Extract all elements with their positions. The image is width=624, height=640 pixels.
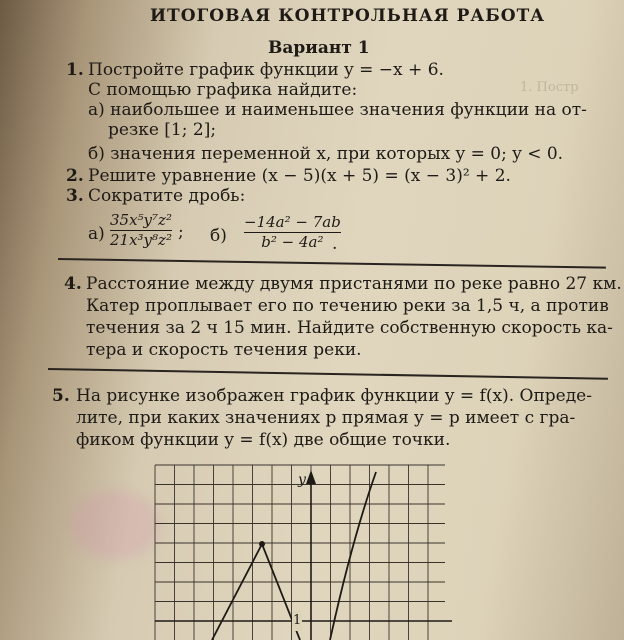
task-3-number: 3.: [66, 186, 84, 206]
task-5-line-1: На рисунке изображен график функции y = f(x). Опреде-: [76, 386, 592, 406]
page-title: ИТОГОВАЯ КОНТРОЛЬНАЯ РАБОТА: [150, 6, 546, 26]
fraction-a-numerator: 35x⁵y⁷z²: [110, 211, 172, 229]
task-5-line-3: фиком функции y = f(x) две общие точки.: [76, 430, 451, 450]
task-4-line-2: Катер проплывает его по течению реки за 1,5 ч, а против: [86, 296, 609, 316]
task-3-part-b-label: б): [210, 226, 227, 246]
task-1-line-1: Постройте график функции y = −x + 6.: [88, 60, 444, 80]
fraction-b-end: .: [332, 234, 338, 254]
task-2-text: Решите уравнение (x − 5)(x + 5) = (x − 3)² + 2.: [88, 166, 511, 186]
fraction-a-denominator: 21x³y⁸z²: [110, 231, 172, 249]
graph-vertex-point: [259, 541, 265, 547]
bleed-through-text: 1. Постр: [520, 80, 579, 95]
task-3-part-a-label: а): [88, 224, 105, 244]
task-4-number: 4.: [64, 274, 82, 294]
task-5-number: 5.: [52, 386, 70, 406]
task-4-line-3: течения за 2 ч 15 мин. Найдите собственную скорость ка-: [86, 318, 613, 338]
task-3-text: Сократите дробь:: [88, 186, 246, 206]
variant-heading: Вариант 1: [268, 38, 370, 58]
task-1-part-a-line-2: резке [1; 2];: [108, 120, 217, 140]
fraction-b-denominator: b² − 4a²: [261, 233, 324, 251]
task-5-line-2: лите, при каких значениях p прямая y = p имеет с гра-: [76, 408, 576, 428]
unit-label: 1: [292, 611, 302, 631]
task-4-line-1: Расстояние между двумя пристанями по реке равно 27 км.: [86, 274, 622, 294]
task-1-line-2: С помощью графика найдите:: [88, 80, 358, 100]
task-2-number: 2.: [66, 166, 84, 186]
task-1-number: 1.: [66, 60, 84, 80]
fraction-b-numerator: −14a² − 7ab: [244, 213, 341, 231]
task-4-line-4: тера и скорость течения реки.: [86, 340, 362, 360]
y-axis-label: y: [298, 472, 306, 488]
fraction-a-end: ;: [178, 222, 184, 242]
y-axis-arrow: [306, 470, 316, 484]
task-1-part-b: б) значения переменной x, при которых y = 0; y < 0.: [88, 144, 564, 164]
graph-left-peak: [212, 544, 300, 640]
task-1-part-a-line-1: а) наибольшее и наименьшее значения функции на от-: [88, 100, 587, 120]
